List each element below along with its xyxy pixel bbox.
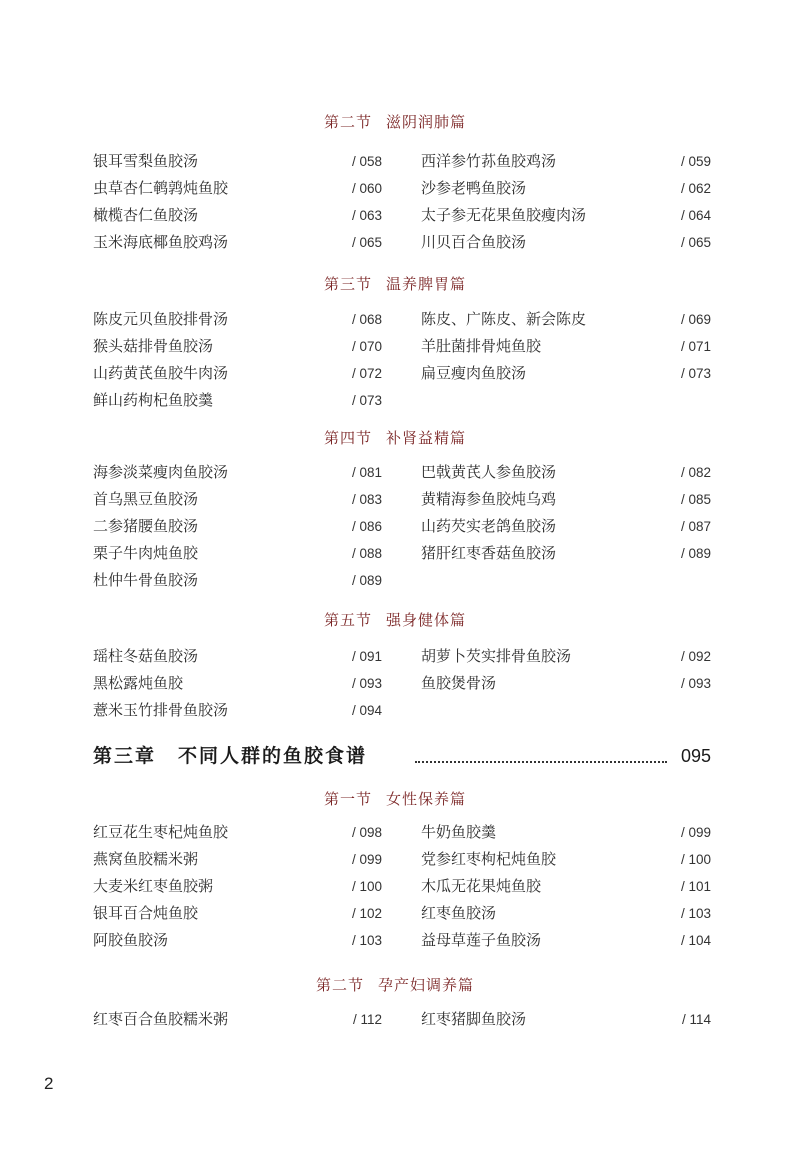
toc-row bbox=[0, 459, 790, 486]
entry-title: 羊肚菌排骨炖鱼胶 bbox=[421, 337, 542, 355]
chapter-number: 第三章 bbox=[93, 745, 157, 767]
toc-entry[interactable] bbox=[421, 819, 711, 846]
entry-page: / 100 bbox=[351, 879, 382, 894]
toc-entry[interactable] bbox=[421, 333, 711, 360]
toc-row bbox=[0, 486, 790, 513]
entry-title: 银耳雪梨鱼胶汤 bbox=[93, 152, 199, 170]
toc-entry[interactable] bbox=[93, 513, 382, 540]
toc-entry[interactable] bbox=[93, 1006, 382, 1033]
entry-title: 首乌黑豆鱼胶汤 bbox=[93, 490, 199, 508]
toc-entry[interactable] bbox=[421, 513, 711, 540]
entry-page: / 082 bbox=[680, 465, 711, 480]
toc-entry[interactable] bbox=[93, 567, 382, 594]
entry-title: 巴戟黄芪人参鱼胶汤 bbox=[421, 463, 557, 481]
toc-entry[interactable] bbox=[93, 387, 382, 414]
entry-title: 猴头菇排骨鱼胶汤 bbox=[93, 337, 214, 355]
entry-title: 陈皮元贝鱼胶排骨汤 bbox=[93, 310, 229, 328]
toc-row bbox=[0, 643, 790, 670]
section-name: 滋阴润肺篇 bbox=[386, 113, 467, 131]
entry-title: 沙参老鸭鱼胶汤 bbox=[421, 179, 527, 197]
section-name: 补肾益精篇 bbox=[386, 429, 467, 447]
entry-page: / 100 bbox=[680, 852, 711, 867]
chapter-heading[interactable] bbox=[93, 740, 711, 772]
entry-page: / 094 bbox=[351, 703, 382, 718]
toc-entry[interactable] bbox=[93, 900, 382, 927]
section-number: 第一节 bbox=[323, 790, 372, 808]
toc-entry[interactable] bbox=[421, 643, 711, 670]
entry-page: / 091 bbox=[351, 649, 382, 664]
section-number: 第四节 bbox=[323, 429, 372, 447]
entry-title: 栗子牛肉炖鱼胶 bbox=[93, 544, 199, 562]
toc-entry[interactable] bbox=[93, 819, 382, 846]
chapter-name: 不同人群的鱼胶食谱 bbox=[178, 745, 368, 767]
toc-entry[interactable] bbox=[93, 148, 382, 175]
entry-title: 木瓜无花果炖鱼胶 bbox=[421, 877, 542, 895]
toc-row bbox=[0, 927, 790, 954]
entry-page: / 086 bbox=[351, 519, 382, 534]
toc-row bbox=[0, 387, 790, 414]
entry-page: / 058 bbox=[351, 154, 382, 169]
entry-page: / 104 bbox=[680, 933, 711, 948]
toc-entry[interactable] bbox=[421, 540, 711, 567]
entry-title: 薏米玉竹排骨鱼胶汤 bbox=[93, 701, 229, 719]
entry-page: / 072 bbox=[351, 366, 382, 381]
toc-entry[interactable] bbox=[93, 229, 382, 256]
toc-row bbox=[0, 306, 790, 333]
toc-entry[interactable] bbox=[421, 459, 711, 486]
entry-page: / 081 bbox=[351, 465, 382, 480]
dot-leader bbox=[415, 761, 667, 763]
entry-title: 山药芡实老鸽鱼胶汤 bbox=[421, 517, 557, 535]
entry-page: / 065 bbox=[680, 235, 711, 250]
section-heading bbox=[0, 427, 790, 448]
toc-entry[interactable] bbox=[93, 333, 382, 360]
entry-page: / 073 bbox=[680, 366, 711, 381]
entry-page: / 102 bbox=[351, 906, 382, 921]
toc-entry[interactable] bbox=[421, 202, 711, 229]
entry-page: / 070 bbox=[351, 339, 382, 354]
toc-row bbox=[0, 229, 790, 256]
section-heading bbox=[0, 609, 790, 630]
toc-entry[interactable] bbox=[421, 670, 711, 697]
entry-page: / 085 bbox=[680, 492, 711, 507]
entry-title: 银耳百合炖鱼胶 bbox=[93, 904, 199, 922]
section-number: 第二节 bbox=[315, 976, 364, 994]
entry-title: 红豆花生枣杞炖鱼胶 bbox=[93, 823, 229, 841]
toc-entry[interactable] bbox=[93, 486, 382, 513]
entry-title: 山药黄芪鱼胶牛肉汤 bbox=[93, 364, 229, 382]
section-number: 第三节 bbox=[323, 275, 372, 293]
entry-page: / 093 bbox=[680, 676, 711, 691]
toc-row bbox=[0, 670, 790, 697]
toc-entry[interactable] bbox=[421, 360, 711, 387]
toc-entry[interactable] bbox=[421, 229, 711, 256]
toc-row bbox=[0, 148, 790, 175]
section-heading bbox=[0, 788, 790, 809]
entry-page: / 059 bbox=[680, 154, 711, 169]
section-number: 第二节 bbox=[323, 113, 372, 131]
section-name: 女性保养篇 bbox=[386, 790, 467, 808]
toc-row bbox=[0, 873, 790, 900]
entry-title: 太子参无花果鱼胶瘦肉汤 bbox=[421, 206, 587, 224]
entry-title: 西洋参竹荪鱼胶鸡汤 bbox=[421, 152, 557, 170]
toc-entry[interactable] bbox=[421, 900, 711, 927]
entry-title: 扁豆瘦肉鱼胶汤 bbox=[421, 364, 527, 382]
toc-row bbox=[0, 900, 790, 927]
entry-page: / 114 bbox=[681, 1012, 711, 1027]
chapter-title bbox=[93, 740, 367, 772]
entry-title: 鲜山药枸杞鱼胶羹 bbox=[93, 391, 214, 409]
toc-row bbox=[0, 175, 790, 202]
toc-row bbox=[0, 697, 790, 724]
entry-title: 陈皮、广陈皮、新会陈皮 bbox=[421, 310, 587, 328]
entry-page: / 103 bbox=[351, 933, 382, 948]
entry-title: 瑶柱冬菇鱼胶汤 bbox=[93, 647, 199, 665]
toc-entry[interactable] bbox=[93, 927, 382, 954]
entry-title: 猪肝红枣香菇鱼胶汤 bbox=[421, 544, 557, 562]
toc-entry[interactable] bbox=[93, 846, 382, 873]
entry-page: / 101 bbox=[680, 879, 711, 894]
entry-title: 红枣百合鱼胶糯米粥 bbox=[93, 1010, 229, 1028]
toc-entry[interactable] bbox=[421, 148, 711, 175]
toc-row bbox=[0, 819, 790, 846]
toc-entry[interactable] bbox=[421, 873, 711, 900]
entry-title: 牛奶鱼胶羹 bbox=[421, 823, 497, 841]
toc-entry[interactable] bbox=[421, 175, 711, 202]
toc-entry[interactable] bbox=[93, 459, 382, 486]
entry-title: 阿胶鱼胶汤 bbox=[93, 931, 169, 949]
section-heading bbox=[0, 111, 790, 132]
entry-title: 二参猪腰鱼胶汤 bbox=[93, 517, 199, 535]
entry-title: 红枣猪脚鱼胶汤 bbox=[421, 1010, 527, 1028]
entry-page: / 064 bbox=[680, 208, 711, 223]
entry-page: / 065 bbox=[351, 235, 382, 250]
entry-title: 胡萝卜芡实排骨鱼胶汤 bbox=[421, 647, 572, 665]
toc-entry[interactable] bbox=[93, 670, 382, 697]
entry-title: 黄精海参鱼胶炖乌鸡 bbox=[421, 490, 557, 508]
entry-title: 党参红枣枸杞炖鱼胶 bbox=[421, 850, 557, 868]
toc-entry[interactable] bbox=[93, 202, 382, 229]
toc-entry[interactable] bbox=[421, 1006, 711, 1033]
toc-row bbox=[0, 540, 790, 567]
entry-page: / 092 bbox=[680, 649, 711, 664]
entry-page: / 069 bbox=[680, 312, 711, 327]
entry-page: / 103 bbox=[680, 906, 711, 921]
section-name: 强身健体篇 bbox=[386, 611, 467, 629]
entry-title: 大麦米红枣鱼胶粥 bbox=[93, 877, 214, 895]
entry-title: 杜仲牛骨鱼胶汤 bbox=[93, 571, 199, 589]
entry-title: 虫草杏仁鹌鹑炖鱼胶 bbox=[93, 179, 229, 197]
toc-entry[interactable] bbox=[93, 360, 382, 387]
entry-page: / 063 bbox=[351, 208, 382, 223]
entry-page: / 071 bbox=[680, 339, 711, 354]
toc-row bbox=[0, 513, 790, 540]
section-name: 孕产妇调养篇 bbox=[378, 976, 475, 994]
entry-page: / 083 bbox=[351, 492, 382, 507]
toc-row bbox=[0, 360, 790, 387]
section-name: 温养脾胃篇 bbox=[386, 275, 467, 293]
entry-page: / 098 bbox=[351, 825, 382, 840]
entry-title: 玉米海底椰鱼胶鸡汤 bbox=[93, 233, 229, 251]
entry-title: 益母草莲子鱼胶汤 bbox=[421, 931, 542, 949]
toc-entry[interactable] bbox=[93, 175, 382, 202]
section-heading bbox=[0, 273, 790, 294]
toc-entry[interactable] bbox=[421, 486, 711, 513]
toc-row bbox=[0, 333, 790, 360]
toc-entry[interactable] bbox=[421, 306, 711, 333]
toc-row bbox=[0, 202, 790, 229]
entry-title: 川贝百合鱼胶汤 bbox=[421, 233, 527, 251]
entry-page: / 073 bbox=[351, 393, 382, 408]
entry-page: / 093 bbox=[351, 676, 382, 691]
toc-entry[interactable] bbox=[93, 873, 382, 900]
entry-page: / 060 bbox=[351, 181, 382, 196]
entry-page: / 068 bbox=[351, 312, 382, 327]
entry-title: 黑松露炖鱼胶 bbox=[93, 674, 184, 692]
entry-title: 橄榄杏仁鱼胶汤 bbox=[93, 206, 199, 224]
entry-page: / 089 bbox=[351, 573, 382, 588]
entry-page: / 089 bbox=[680, 546, 711, 561]
section-number: 第五节 bbox=[323, 611, 372, 629]
entry-page: / 088 bbox=[351, 546, 382, 561]
entry-title: 海参淡菜瘦肉鱼胶汤 bbox=[93, 463, 229, 481]
toc-entry[interactable] bbox=[93, 306, 382, 333]
toc-entry[interactable] bbox=[421, 927, 711, 954]
toc-row bbox=[0, 846, 790, 873]
entry-title: 燕窝鱼胶糯米粥 bbox=[93, 850, 199, 868]
entry-page: / 099 bbox=[351, 852, 382, 867]
chapter-page: 095 bbox=[680, 746, 711, 766]
page-number: 2 bbox=[44, 1074, 54, 1093]
entry-page: / 062 bbox=[680, 181, 711, 196]
entry-title: 红枣鱼胶汤 bbox=[421, 904, 497, 922]
toc-entry[interactable] bbox=[93, 643, 382, 670]
toc-row bbox=[0, 567, 790, 594]
entry-page: / 087 bbox=[680, 519, 711, 534]
entry-page: / 112 bbox=[352, 1012, 382, 1027]
toc-row bbox=[0, 1006, 790, 1033]
section-heading bbox=[0, 974, 790, 995]
toc-entry[interactable] bbox=[93, 540, 382, 567]
toc-entry[interactable] bbox=[93, 697, 382, 724]
entry-page: / 099 bbox=[680, 825, 711, 840]
entry-title: 鱼胶煲骨汤 bbox=[421, 674, 497, 692]
toc-entry[interactable] bbox=[421, 846, 711, 873]
